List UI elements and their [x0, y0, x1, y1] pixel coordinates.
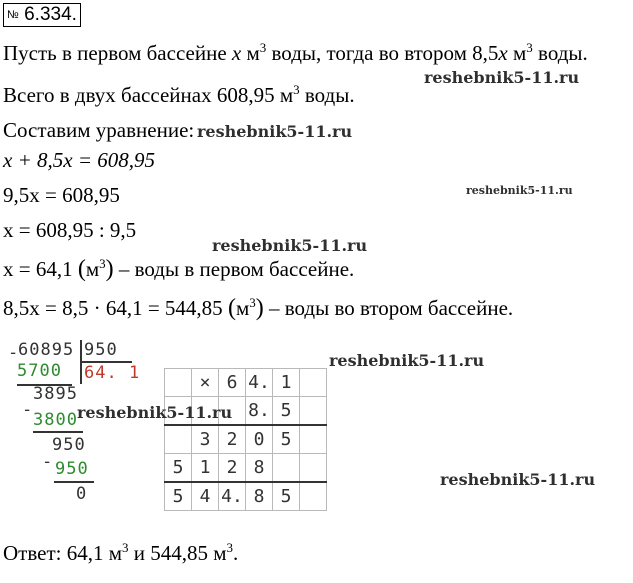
problem-number	[3, 3, 81, 27]
subtrahend-1: 5700	[17, 361, 62, 381]
dividend: 60895	[18, 340, 75, 360]
subtrahend-3: 950	[55, 459, 89, 479]
equation-2: 9,5x = 608,95	[3, 183, 120, 207]
division-minus: -	[8, 343, 20, 363]
remainder-1: 3895	[33, 384, 78, 404]
result-line-2: 8,5x = 8,5 · 64,1 = 544,85 $(м^3)$ – воды во втором бассейне.	[3, 295, 514, 321]
watermark: reshebnik5-11.ru	[212, 236, 368, 255]
result-line-1: x = 64,1 $(м^3)$ – воды в первом бассейне.	[3, 256, 355, 282]
watermark: reshebnik5-11.ru	[77, 403, 233, 422]
answer-line: Ответ: 64,1 $м^3$ и 544,85 $м^3$.	[3, 540, 239, 565]
division-minus-2: -	[22, 400, 34, 420]
watermark: reshebnik5-11.ru	[440, 470, 596, 489]
remainder-2: 950	[52, 435, 86, 455]
watermark: reshebnik5-11.ru	[424, 68, 580, 87]
text-line-2: Всего в двух бассейнах 608,95 $м^3$ воды.	[3, 82, 355, 107]
text-line-3: Составим уравнение:	[3, 118, 195, 142]
equation-1: x + 8,5x = 608,95	[3, 148, 155, 172]
watermark: reshebnik5-11.ru	[329, 351, 485, 370]
multiplication-grid: × 6 4. 1 8. 5 3 2 0 5 5 1 2 8 5 4 4. 8 5	[164, 368, 327, 511]
equation-3: x = 608,95 : 9,5	[3, 218, 137, 242]
divisor: 950	[84, 340, 118, 360]
final-remainder: 0	[76, 484, 88, 504]
watermark: reshebnik5-11.ru	[197, 122, 353, 141]
problem-number-value: 6.334.	[24, 4, 77, 26]
text-line-1: Пусть в первом бассейне x $м^3$ воды, тогда во втором 8,5x $м^3$ воды.	[3, 40, 588, 65]
quotient: 64. 1	[84, 363, 141, 383]
division-minus-3: -	[42, 452, 54, 472]
number-sign: №	[7, 9, 19, 21]
watermark: reshebnik5-11.ru	[466, 184, 573, 197]
subtrahend-2: 3800	[33, 410, 78, 430]
